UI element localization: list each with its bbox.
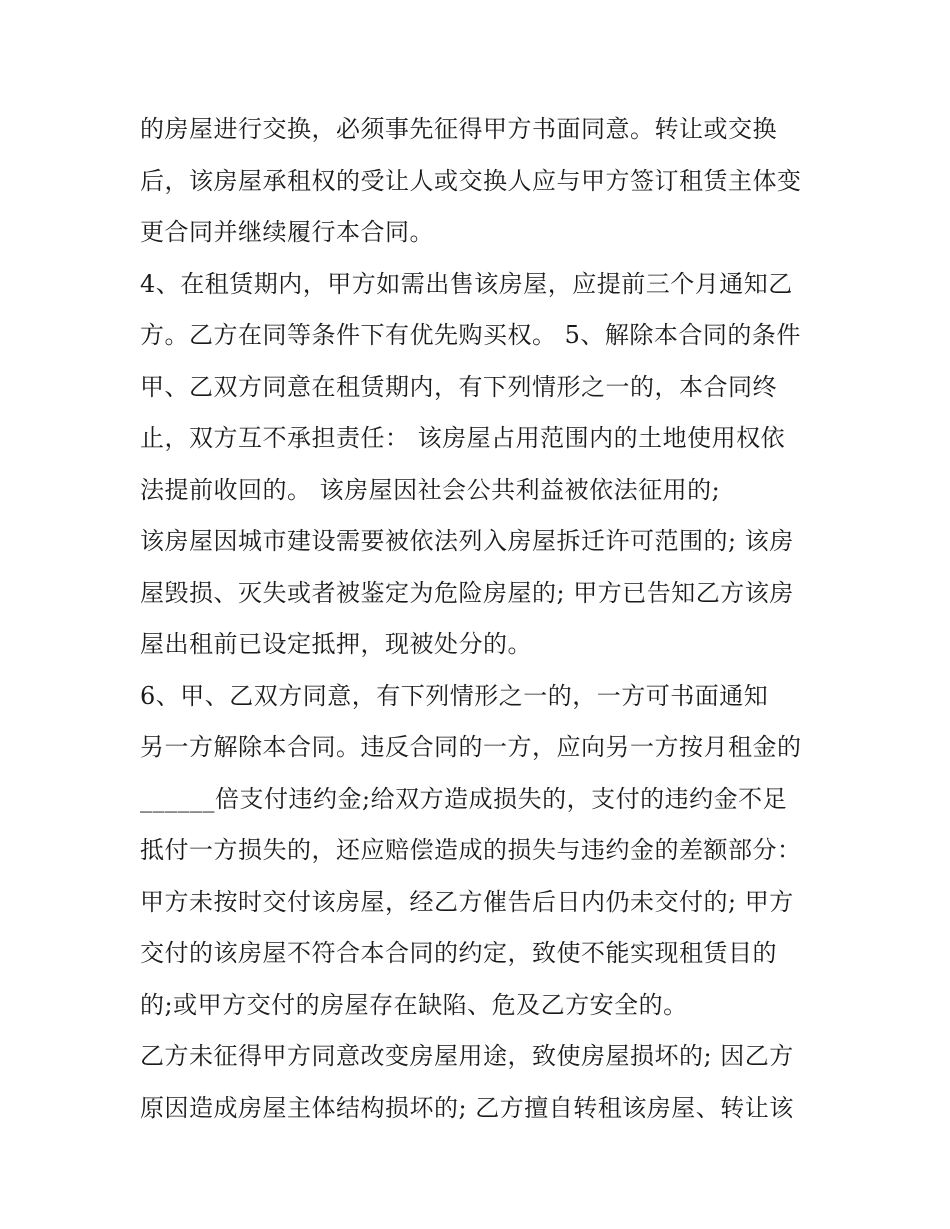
text-line: 更合同并继续履行本合同。 xyxy=(140,218,434,246)
text-line: 交付的该房屋不符合本合同的约定，致使不能实现租赁目的 xyxy=(140,939,777,967)
text-line: 后，该房屋承租权的受让人或交换人应与甲方签订租赁主体变 xyxy=(140,166,802,195)
text-line: 屋毁损、灭失或者被鉴定为危险房屋的; 甲方已告知乙方该房 xyxy=(140,578,794,607)
text-line: 4、在租赁期内，甲方如需出售该房屋，应提前三个月通知乙 xyxy=(140,269,793,298)
text-line: 甲方未按时交付该房屋，经乙方催告后日内仍未交付的; 甲方 xyxy=(140,887,794,916)
text-line: 该房屋因城市建设需要被依法列入房屋拆迁许可范围的; 该房 xyxy=(140,527,794,555)
contract-text xyxy=(140,104,840,1134)
text-line: 法提前收回的。 该房屋因社会公共利益被依法征用的; xyxy=(140,475,721,504)
text-line: 6、甲、乙双方同意，有下列情形之一的，一方可书面通知 xyxy=(140,681,769,710)
text-line: 方。乙方在同等条件下有优先购买权。 5、解除本合同的条件 xyxy=(140,321,801,349)
text-line: 的房屋进行交换，必须事先征得甲方书面同意。转让或交换 xyxy=(140,115,777,143)
text-line: 另一方解除本合同。违反合同的一方，应向另一方按月租金的 xyxy=(140,733,802,761)
text-line: 屋出租前已设定抵押，现被处分的。 xyxy=(140,630,532,658)
text-line: 抵付一方损失的，还应赔偿造成的损失与违约金的差额部分： xyxy=(140,836,802,864)
text-line: 的;或甲方交付的房屋存在缺陷、危及乙方安全的。 xyxy=(140,990,688,1019)
text-line: 乙方未征得甲方同意改变房屋用途，致使房屋损坏的; 因乙方 xyxy=(140,1042,794,1070)
text-line: 甲、乙双方同意在租赁期内，有下列情形之一的，本合同终 xyxy=(140,372,777,401)
text-line: 止，双方互不承担责任： 该房屋占用范围内的土地使用权依 xyxy=(140,424,786,452)
text-line: 原因造成房屋主体结构损坏的; 乙方擅自转租该房屋、转让该 xyxy=(140,1093,794,1122)
text-line: ______倍支付违约金;给双方造成损失的，支付的违约金不足 xyxy=(140,784,788,813)
